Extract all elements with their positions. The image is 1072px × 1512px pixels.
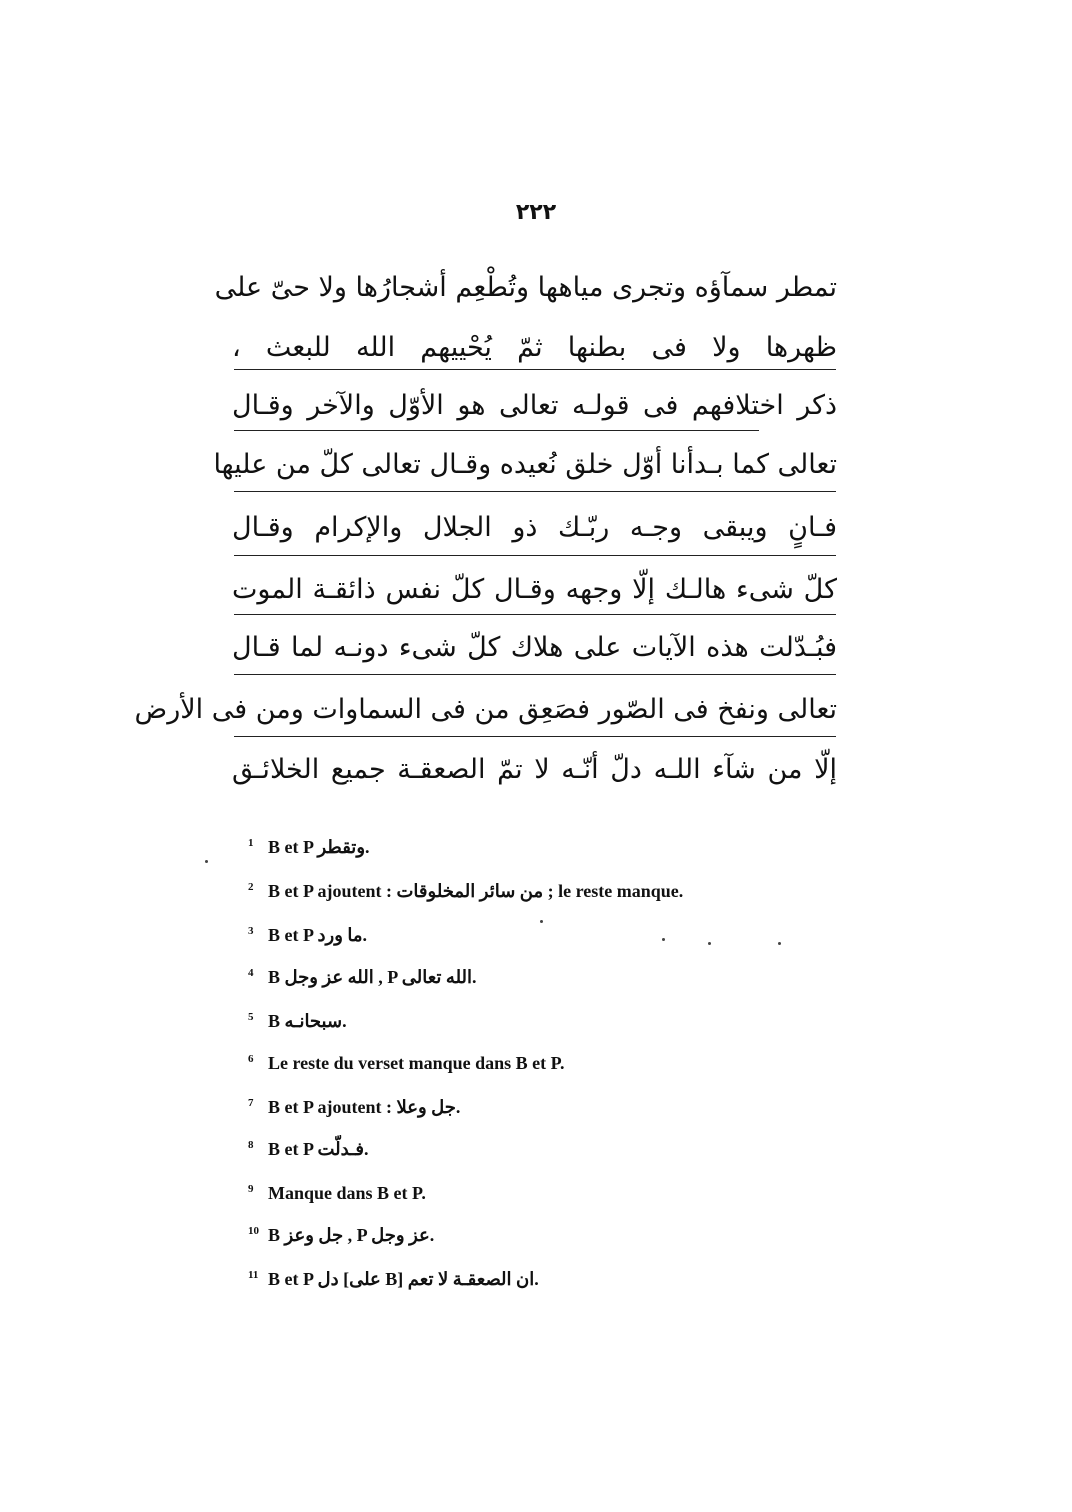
- footnote-number: 2: [248, 881, 254, 893]
- footnote-number: 7: [248, 1097, 254, 1109]
- underline-rule: [234, 614, 836, 615]
- scan-speck: [662, 938, 665, 941]
- underline-rule: [234, 430, 759, 431]
- scan-speck: [778, 942, 781, 945]
- text-line: فـانٍ ويبقى وجـه ربّـك ذو الجلال والإكرام وقـال: [232, 512, 837, 543]
- text-line: كلّ شىء هالـك إلّا وجهه وقـال كلّ نفس ذائقـة الموت: [232, 574, 837, 605]
- underline-rule: [234, 674, 836, 675]
- footnote: [248, 1176, 868, 1206]
- footnote-number: 4: [248, 967, 254, 979]
- text-line: تمطر سمآؤه وتجرى مياهها وتُطْعِم أشجارُها ولا حىّ على: [214, 272, 837, 303]
- text-line: تعالى ونفخ فى الصّور فصَعِق من فى السماوات ومن فى الأرض: [134, 694, 837, 725]
- footnote-number: 11: [248, 1269, 259, 1281]
- footnote-text: B et P فـدلّت.: [268, 1139, 369, 1159]
- footnote-text: Manque dans B et P.: [268, 1183, 426, 1203]
- footnote: [248, 1218, 868, 1248]
- underline-rule: [234, 369, 836, 370]
- footnote: [248, 1132, 868, 1162]
- scan-speck: [205, 860, 208, 863]
- footnote: [248, 1262, 868, 1292]
- text-line: ظهرها ولا فى بطنها ثمّ يُحْييهم الله للبعث ،: [232, 332, 837, 363]
- footnote-text: B سبحانـه.: [268, 1011, 347, 1031]
- footnote-number: 8: [248, 1139, 254, 1151]
- underline-rule: [234, 736, 836, 737]
- text-line: إلّا من شآء اللـه دلّ أنّـه لا تمّ الصعقـة جميع الخلائـق: [232, 754, 837, 785]
- page-number: ٢٢٢: [515, 200, 557, 225]
- footnote-text: Le reste du verset manque dans B et P.: [268, 1053, 565, 1073]
- footnote-number: 1: [248, 837, 254, 849]
- footnote-text: B et P ajoutent : جل وعلا.: [268, 1097, 461, 1117]
- text-line: ذكر اختلافهم فى قولـه تعالى هو الأوّل والآخر وقـال: [232, 390, 837, 421]
- footnote-text: B et P دل [على B] ان الصعقـة لا تعم.: [268, 1269, 539, 1289]
- footnote-text: B جل وعز , P عز وجل.: [268, 1225, 435, 1245]
- scan-speck: [708, 942, 711, 945]
- footnote-text: B الله عز وجل , P الله تعالى.: [268, 967, 477, 987]
- footnote-number: 9: [248, 1183, 254, 1195]
- footnote-text: B et P ajoutent : من سائر المخلوقات ; le reste manque.: [268, 881, 684, 901]
- footnote-number: 3: [248, 925, 254, 937]
- text-line: فبُـدّلت هذه الآيات على هلاك كلّ شىء دونـه لما قـال: [232, 632, 837, 663]
- footnote: [248, 874, 868, 904]
- footnote: [248, 830, 868, 860]
- footnote-number: 5: [248, 1011, 254, 1023]
- footnote-number: 6: [248, 1053, 254, 1065]
- footnote-text: B et P وتقطر.: [268, 837, 370, 857]
- footnote: [248, 918, 868, 948]
- text-line: تعالى كما بـدأنا أوّل خلق نُعيده وقـال تعالى كلّ من عليها: [213, 449, 837, 480]
- footnote-text: B et P ما ورد.: [268, 925, 368, 945]
- underline-rule: [234, 555, 836, 556]
- scan-speck: [540, 920, 543, 923]
- footnote: [248, 1046, 868, 1076]
- footnote: [248, 960, 868, 990]
- footnote-number: 10: [248, 1225, 259, 1237]
- underline-rule: [234, 491, 836, 492]
- footnote: [248, 1004, 868, 1034]
- footnote: [248, 1090, 868, 1120]
